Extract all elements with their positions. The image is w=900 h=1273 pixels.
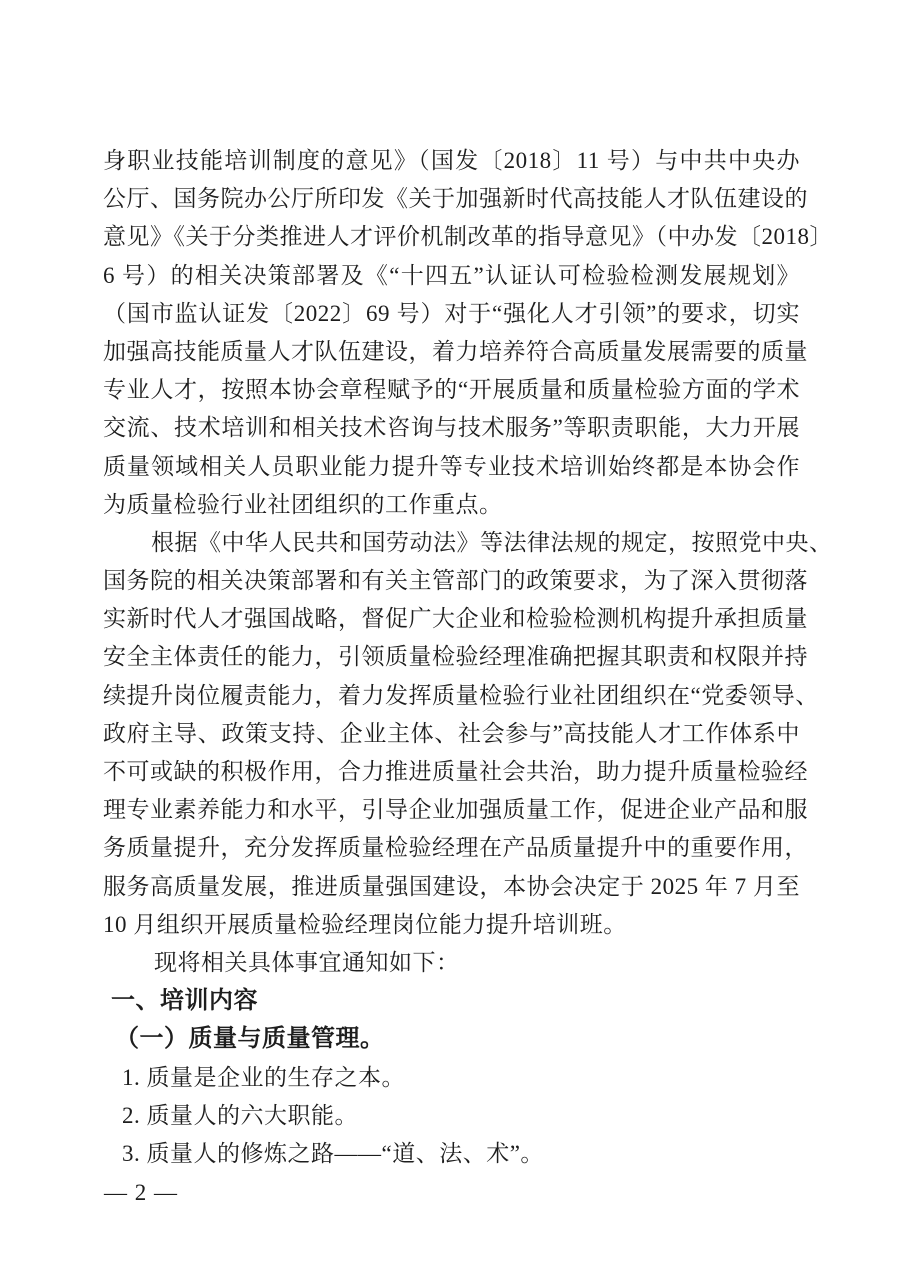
text-line: （国市监认证发〔2022〕69 号）对于“强化人才引领”的要求，切实: [103, 300, 800, 326]
text-line: 公厅、国务院办公厅所印发《关于加强新时代高技能人才队伍建设的: [103, 186, 808, 212]
text-line: 交流、技术培训和相关技术咨询与技术服务”等职责职能，大力开展: [103, 415, 800, 441]
text-line: 加强高技能质量人才队伍建设，着力培养符合高质量发展需要的质量: [103, 338, 808, 364]
page-number: — 2 —: [104, 1180, 178, 1205]
text-line: 现将相关具体事宜通知如下：: [154, 949, 460, 975]
text-line: 为质量检验行业社团组织的工作重点。: [103, 491, 503, 517]
text-line: 不可或缺的积极作用，合力推进质量社会共治，助力提升质量检验经: [103, 759, 808, 784]
text-line: 质量领域相关人员职业能力提升等专业技术培训始终都是本协会作: [103, 453, 800, 479]
text-line: 专业人才，按照本协会章程赋予的“开展质量和质量检验方面的学术: [103, 377, 800, 403]
text-line: 一、培训内容: [111, 987, 258, 1015]
text-line: （一）质量与质量管理。: [115, 1026, 385, 1053]
text-line: 国务院的相关决策部署和有关主管部门的政策要求，为了深入贯彻落: [103, 568, 808, 594]
text-line: 10 月组织开展质量检验经理岗位能力提升培训班。: [103, 911, 627, 937]
text-line: 6 号）的相关决策部署及《“十四五”认证认可检验检测发展规划》: [103, 262, 800, 288]
text-line: 1. 质量是企业的生存之本。: [122, 1064, 405, 1090]
text-line: 实新时代人才强国战略，督促广大企业和检验检测机构提升承担质量: [103, 606, 808, 632]
text-line: 2. 质量人的六大职能。: [122, 1102, 358, 1128]
text-line: 身职业技能培训制度的意见》（国发〔2018〕11 号）与中共中央办: [103, 148, 800, 173]
document-body: [103, 142, 833, 1173]
text-line: 理专业素养能力和水平，引导企业加强质量工作，促进企业产品和服: [103, 797, 808, 823]
text-line: 服务高质量发展，推进质量强国建设，本协会决定于 2025 年 7 月至: [103, 873, 800, 899]
text-line: 根据《中华人民共和国劳动法》等法律法规的规定，按照党中央、: [151, 529, 833, 555]
text-line: 意见》《关于分类推进人才评价机制改革的指导意见》（中办发〔2018〕: [103, 224, 833, 250]
text-line: 安全主体责任的能力，引领质量检验经理准确把握其职责和权限并持: [103, 644, 808, 670]
page-footer: [104, 1176, 178, 1210]
text-line: 务质量提升，充分发挥质量检验经理在产品质量提升中的重要作用，: [103, 835, 808, 861]
text-line: 续提升岗位履责能力，着力发挥质量检验行业社团组织在“党委领导、: [103, 682, 819, 708]
text-line: 3. 质量人的修炼之路——“道、法、术”。: [122, 1140, 544, 1166]
text-line: 政府主导、政策支持、企业主体、社会参与”高技能人才工作体系中: [103, 720, 800, 746]
